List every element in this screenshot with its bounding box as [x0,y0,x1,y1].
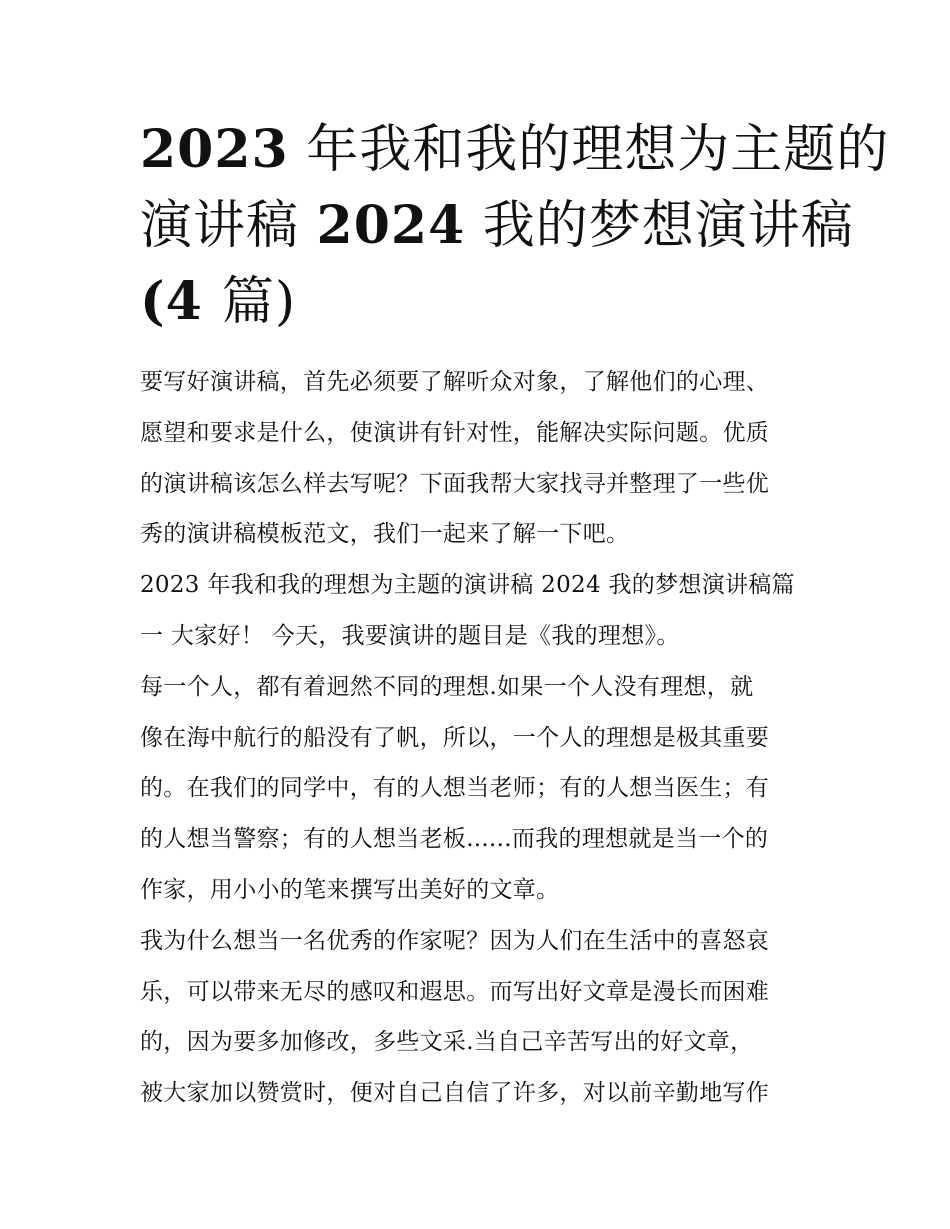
body-line: 的人想当警察；有的人想当老板......而我的理想就是当一个的 [140,826,769,853]
body-line: 乐，可以带来无尽的感叹和遐思。而写出好文章是漫长而困难 [140,978,770,1005]
body-line: 我为什么想当一名优秀的作家呢？因为人们在生活中的喜怒哀 [140,927,770,954]
body-line: 像在海中航行的船没有了帆，所以，一个人的理想是极其重要 [140,724,770,751]
body-line: 作家，用小小的笔来撰写出美好的文章。 [140,876,560,903]
body-line: 的，因为要多加修改，多些文采.当自己辛苦写出的好文章， [140,1029,754,1056]
body-line: 愿望和要求是什么，使演讲有针对性，能解决实际问题。优质 [140,419,770,446]
title-line [140,264,820,340]
body-line: 被大家加以赞赏时，便对自己自信了许多，对以前辛勤地写作 [140,1080,770,1107]
title-text: 我的梦想演讲稿 [465,196,854,256]
document-title [140,112,890,340]
title-count: (4 [140,271,222,332]
body-line: 一 大家好！ 今天，我要演讲的题目是《我的理想》。 [140,622,680,649]
title-text: 篇) [221,272,297,332]
body-line: 每一个人，都有着迥然不同的理想.如果一个人没有理想，就 [140,673,754,700]
title-year: 2023 [140,119,289,180]
body-line: 2023 年我和我的理想为主题的演讲稿 2024 我的梦想演讲稿篇 [140,572,795,599]
title-year: 2024 [316,195,466,256]
body-line: 的演讲稿该怎么样去写呢？下面我帮大家找寻并整理了一些优 [140,470,770,497]
title-line [140,188,854,264]
title-text: 演讲稿 [140,196,317,256]
body-line: 秀的演讲稿模板范文，我们一起来了解一下吧。 [140,521,630,548]
document-body [140,357,820,1119]
title-text: 年我和我的理想为主题的 [288,120,890,180]
body-line: 要写好演讲稿，首先必须要了解听众对象，了解他们的心理、 [140,369,770,395]
body-line: 的。在我们的同学中，有的人想当老师；有的人想当医生；有 [140,775,770,802]
title-line [140,112,890,188]
